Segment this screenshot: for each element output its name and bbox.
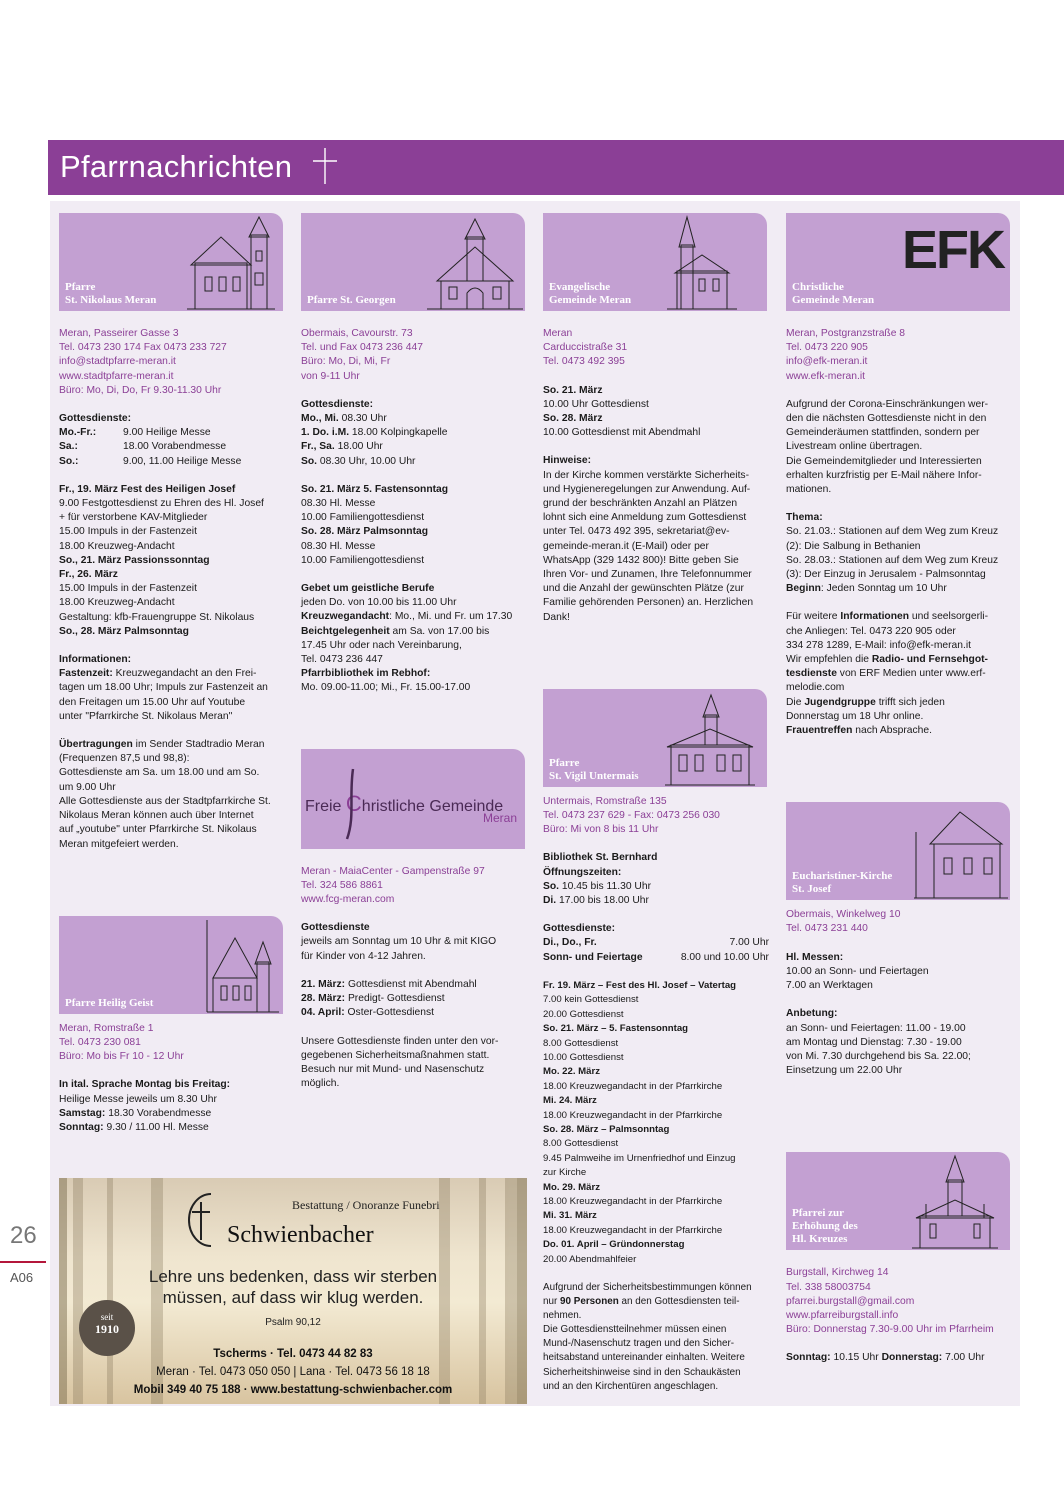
- fcg-logo: Freie Christliche Gemeinde: [305, 790, 504, 816]
- parish-label: Christliche Gemeinde Meran: [792, 281, 875, 306]
- services-block: Gottesdienste: Mo., Mi. 08.30 Uhr 1. Do. i.M. 18.00 Kolpingkapelle Fr., Sa. 18.00 Uhr So. 08.30 Uhr, 10.00 Uhr: [301, 398, 448, 467]
- website-link[interactable]: www.stadtpfarre-meran.it: [59, 370, 174, 382]
- services-block: Gottesdienste jeweils am Sonntag um 10 Uhr & mit KIGO für Kinder von 4-12 Jahren.: [301, 922, 497, 962]
- email-link[interactable]: info@efk-meran.it: [786, 356, 868, 368]
- parish-label: Pfarrei zur Erhöhung des Hl. Kreuzes: [792, 1207, 858, 1246]
- fasten-schedule: So. 21. März 5. Fastensonntag 08.30 Hl. Messe 10.00 Familiengottesdienst So. 28. März Palmsonntag 08.30 Hl. Messe 10.00 Familiengottesdienst: [301, 483, 449, 566]
- services-block: In ital. Sprache Montag bis Freitag: Heilige Messe jeweils um 8.30 Uhr Samstag: 18.30 Vorabendmesse Sonntag: 9.30 / 11.00 Hl. Messe: [59, 1079, 231, 1133]
- email-link[interactable]: pfarrei.burgstall@gmail.com: [786, 1295, 915, 1307]
- parish-label: Pfarre St. Nikolaus Meran: [65, 281, 157, 306]
- contact-block: Burgstall, Kirchweg 14 Tel. 338 58003754 pfarrei.burgstall@gmail.com www.pfarreiburgstall.info Büro: Donnerstag 7.30-9.00 Uhr im Pfarrheim: [786, 1266, 1012, 1337]
- funeral-advertisement: [59, 1178, 527, 1404]
- church-building-icon: [667, 215, 737, 311]
- church-building-icon: [665, 693, 755, 787]
- page-title: Pfarrnachrichten: [60, 149, 293, 184]
- adoration-block: Anbetung: an Sonn- und Feiertagen: 11.00 - 19.00 am Montag und Dienstag: 7.30 - 19.00 von Mi. 7.30 durchgehend bis Sa. 22.00; Einsetzung um 22.00 Uhr: [786, 1008, 971, 1077]
- website-link[interactable]: www.efk-meran.it: [786, 370, 865, 382]
- since-seal: seit 1910: [79, 1300, 135, 1356]
- parish-header-efk: [786, 213, 1010, 311]
- contact-block: Meran Carduccistraße 31 Tel. 0473 492 395: [543, 328, 628, 368]
- parish-header-eucharistiner: [786, 802, 1010, 900]
- note-block: Unsere Gottesdienste finden unter den vor- gegebenen Sicherheitsmaßnahmen statt. Besuch nur mit Mund- und Nasenschutz möglich.: [301, 1035, 499, 1090]
- website-link[interactable]: www.pfarreiburgstall.info: [786, 1309, 899, 1321]
- contact-block: Meran, Passeirer Gasse 3 Tel. 0473 230 174 Fax 0473 233 727 info@stadtpfarre-meran.it www.stadtpfarre-meran.it Büro: Mo, Di, Do, Fr 9.30-11.30 Uhr: [59, 327, 285, 398]
- parish-header-st-georgen: [301, 213, 525, 311]
- page-code: A06: [10, 1270, 34, 1285]
- cross-logo-icon: [339, 767, 365, 841]
- ad-quote: Lehre uns bedenken, dass wir sterben müssen, auf dass wir klug werden.: [148, 1267, 438, 1307]
- parish-header-burgstall: [786, 1152, 1010, 1250]
- ad-subtitle: Bestattung / Onoranze Funebri: [292, 1198, 440, 1212]
- church-building-icon: [185, 215, 277, 311]
- parish-label: Pfarre Heilig Geist: [65, 996, 154, 1009]
- notes-block: Hinweise: In der Kirche kommen verstärkte Sicherheits- und Hygieneregelungen zur Anwendung. Auf- grund der beschränkten Anzahl an Plätzen lohnt sich eine Anmeldung zum Gottesdienst unter Tel. 0473 492 395, sekretariat@ev- gemeinde-meran.it (E-Mail) oder per WhatsApp (329 1432 800)! Bitte geben Sie Ihren Vor- und Zunamen, Ihre Telefonnummer und die Anzahl der gewünschten Plätze (zur Familie gehörenden Personen) an. Herzlichen Dank!: [543, 455, 754, 623]
- fest-schedule: Fr., 19. März Fest des Heiligen Josef 9.00 Festgottesdienst zu Ehren des Hl. Josef + für verstorbene KAV-Mitglieder 15.00 Impuls in der Fastenzeit 18.00 Kreuzweg-Andacht So., 21. März Passionssonntag Fr., 26. März 15.00 Impuls in der Fastenzeit 18.00 Kreuzweg-Andacht Gestaltung: kfb-Frauengruppe St. Nikolaus So., 28. März Palmsonntag: [59, 483, 264, 637]
- contact-block: Meran - MaiaCenter - Gampenstraße 97 Tel. 324 586 8861 www.fcg-meran.com: [301, 865, 527, 908]
- parish-header-st-nikolaus: [59, 213, 283, 311]
- services-block: Sonntag: 10.15 Uhr Donnerstag: 7.00 Uhr: [786, 1352, 985, 1364]
- section-header: [48, 140, 1064, 195]
- intro-block: Aufgrund der Corona-Einschränkungen wer- den die nächsten Gottesdienste nicht in den Gemeinderäumen stattfinden, sondern per Livestream online übertragen. Die Gemeindemitglieder und Interessierten erhalten kurzfristig per E-Mail nähere Infor- mationen.: [786, 398, 989, 496]
- church-building-icon: [427, 217, 523, 311]
- page-divider: [0, 1261, 46, 1263]
- services-block: Gottesdienste: Mo.-Fr.: 9.00 Heilige Messe Sa.: 18.00 Vorabendmesse So.: 9.00, 11.00 Heilige Messe: [59, 413, 242, 467]
- broadcast-block: Übertragungen im Sender Stadtradio Meran (Frequenzen 87,5 und 98,8): Gottesdienste am Sa. um 18.00 und am So. um 9.00 Uhr Alle Gottesdienste aus der Stadtpfarrkirche St. Nikolaus Meran können auch über Internet auf „youtube" unter Pfarrkirche St. Nikolaus Meran mitgefeiert werden.: [59, 739, 271, 850]
- ad-phone-line: Tscherms · Tel. 0473 44 82 83: [213, 1348, 373, 1360]
- contact-block: Obermais, Winkelweg 10 Tel. 0473 231 440: [786, 909, 901, 935]
- column-1: [59, 213, 285, 1135]
- services-block: Gottesdienste: Di., Do., Fr. 7.00 Uhr Sonn- und Feiertage 8.00 und 10.00 Uhr: [543, 923, 769, 963]
- dates-block: 21. März: Gottesdienst mit Abendmahl 28. März: Predigt- Gottesdienst 04. April: Oster-Gottesdienst: [301, 978, 477, 1019]
- more-info-block: Für weitere Informationen und seelsorgerli- che Anliegen: Tel. 0473 220 905 oder 334 278 1289, E-Mail: info@efk-meran.it Wir empfehlen die Radio- und Fernsehgot- tesdienste von ERF Medien unter www.erf- melodie.com Die Jugendgruppe trifft sich jeden Donnerstag um 18 Uhr online. Frauentreffen nach Absprache.: [786, 611, 989, 737]
- prayer-block: Gebet um geistliche Berufe jeden Do. von 10.00 bis 11.00 Uhr Kreuzwegandacht: Mo., Mi. und Fr. um 17.30 Beichtgelegenheit am Sa. von 17.00 bis 17.45 Uhr oder nach Vereinbarung, Tel. 0473 236 447 Pfarrbibliothek im Rebhof: Mo. 09.00-11.00; Mi., Fr. 15.00-17.00: [301, 583, 513, 694]
- masses-block: Hl. Messen: 10.00 an Sonn- und Feiertagen 7.00 an Werktagen: [786, 951, 929, 992]
- parish-header-st-vigil: [543, 689, 767, 787]
- ad-phone-line: Meran · Tel. 0473 050 050 | Lana · Tel. 0473 56 18 18: [156, 1366, 430, 1378]
- holy-week-schedule: Fr. 19. März – Fest des Hl. Josef – Vatertag 7.00 kein Gottesdienst 20.00 Gottesdienst So. 21. März – 5. Fastensonntag 8.00 Gottesdienst 10.00 Gottesdienst Mo. 22. März 18.00 Kreuzwegandacht in der Pfarrkirche Mi. 24. März 18.00 Kreuzwegandacht in der Pfarrkirche So. 28. März – Palmsonntag 8.00 Gottesdienst 9.45 Palmweihe im Urnenfriedhof und Einzug zur Kirche Mo. 29. März 18.00 Kreuzwegandacht in der Pfarrkirche Mi. 31. März 18.00 Kreuzwegandacht in der Pfarrkirche Do. 01. April – Gründonnerstag 20.00 Abendmahlfeier: [543, 979, 737, 1265]
- page-number: 26: [10, 1222, 37, 1249]
- theme-block: Thema: So. 21.03.: Stationen auf dem Weg zum Kreuz (2): Die Salbung in Bethanien So. 28.03.: Stationen auf dem Weg zum Kreuz (3): Der Einzug in Jerusalem - Palmsonntag Beginn: Jeden Sonntag um 10 Uhr: [786, 512, 999, 595]
- contact-block: Meran, Postgranzstraße 8 Tel. 0473 220 905 info@efk-meran.it www.efk-meran.it: [786, 327, 1012, 384]
- cross-logo-icon: [181, 1190, 223, 1250]
- contact-block: Meran, Romstraße 1 Tel. 0473 230 081 Büro: Mo bis Fr 10 - 12 Uhr: [59, 1022, 184, 1063]
- efk-logo: EFK: [902, 220, 1004, 280]
- parish-label: Pfarre St. Vigil Untermais: [549, 756, 639, 782]
- cross-icon: [310, 146, 340, 186]
- library-block: Bibliothek St. Bernhard Öffnungszeiten: So. 10.45 bis 11.30 Uhr Di. 17.00 bis 18.00 Uhr: [543, 852, 658, 907]
- safety-note: Aufgrund der Sicherheitsbestimmungen können nur 90 Personen an den Gottesdiensten teil- nehmen. Die Gottesdienstteilnehmer müssen einen Mund-/Nasenschutz tragen und den Sicher- heitsabstand untereinander einhalten. Weitere Sicherheitshinweise sind in den Schaukästen und an den Kirchentüren angeschlagen.: [543, 1282, 752, 1392]
- ad-website-line[interactable]: Mobil 349 40 75 188 · www.bestattung-schwienbacher.com: [133, 1384, 453, 1396]
- church-building-icon: [914, 804, 1008, 900]
- parish-header-evangelisch: [543, 213, 767, 311]
- fcg-logo-sub: Meran: [482, 810, 517, 825]
- column-3: [543, 213, 769, 1394]
- ad-firm-name: Schwienbacher: [227, 1222, 374, 1248]
- parish-label: Evangelische Gemeinde Meran: [549, 281, 632, 306]
- contact-block: Untermais, Romstraße 135 Tel. 0473 237 629 - Fax: 0473 256 030 Büro: Mi von 8 bis 11 Uhr: [543, 795, 720, 836]
- website-link[interactable]: www.fcg-meran.com: [301, 894, 395, 906]
- info-block: Informationen: Fastenzeit: Kreuzwegandacht an den Frei- tagen um 18.00 Uhr; Impuls zur Fastenzeit an den Freitagen um 15.00 Uhr auf Youtube unter "Pfarrkirche St. Nikolaus Meran": [59, 654, 268, 722]
- parish-header-heilig-geist: [59, 916, 283, 1014]
- column-4: [786, 213, 1012, 1366]
- column-2: [301, 213, 527, 1091]
- fcg-logo-box: [301, 749, 525, 849]
- parish-label: Eucharistiner-Kirche St. Josef: [792, 870, 893, 896]
- ad-psalm: Psalm 90,12: [265, 1317, 321, 1328]
- email-link[interactable]: info@stadtpfarre-meran.it: [59, 356, 176, 368]
- parish-label: Pfarre St. Georgen: [307, 294, 396, 306]
- dates-block: So. 21. März 10.00 Uhr Gottesdienst So. 28. März 10.00 Gottesdienst mit Abendmahl: [543, 384, 701, 439]
- church-building-icon: [912, 1154, 998, 1250]
- contact-block: Obermais, Cavourstr. 73 Tel. und Fax 0473 236 447 Büro: Mo, Di, Mi, Fr von 9-11 Uhr: [301, 328, 423, 382]
- church-building-icon: [205, 918, 281, 1014]
